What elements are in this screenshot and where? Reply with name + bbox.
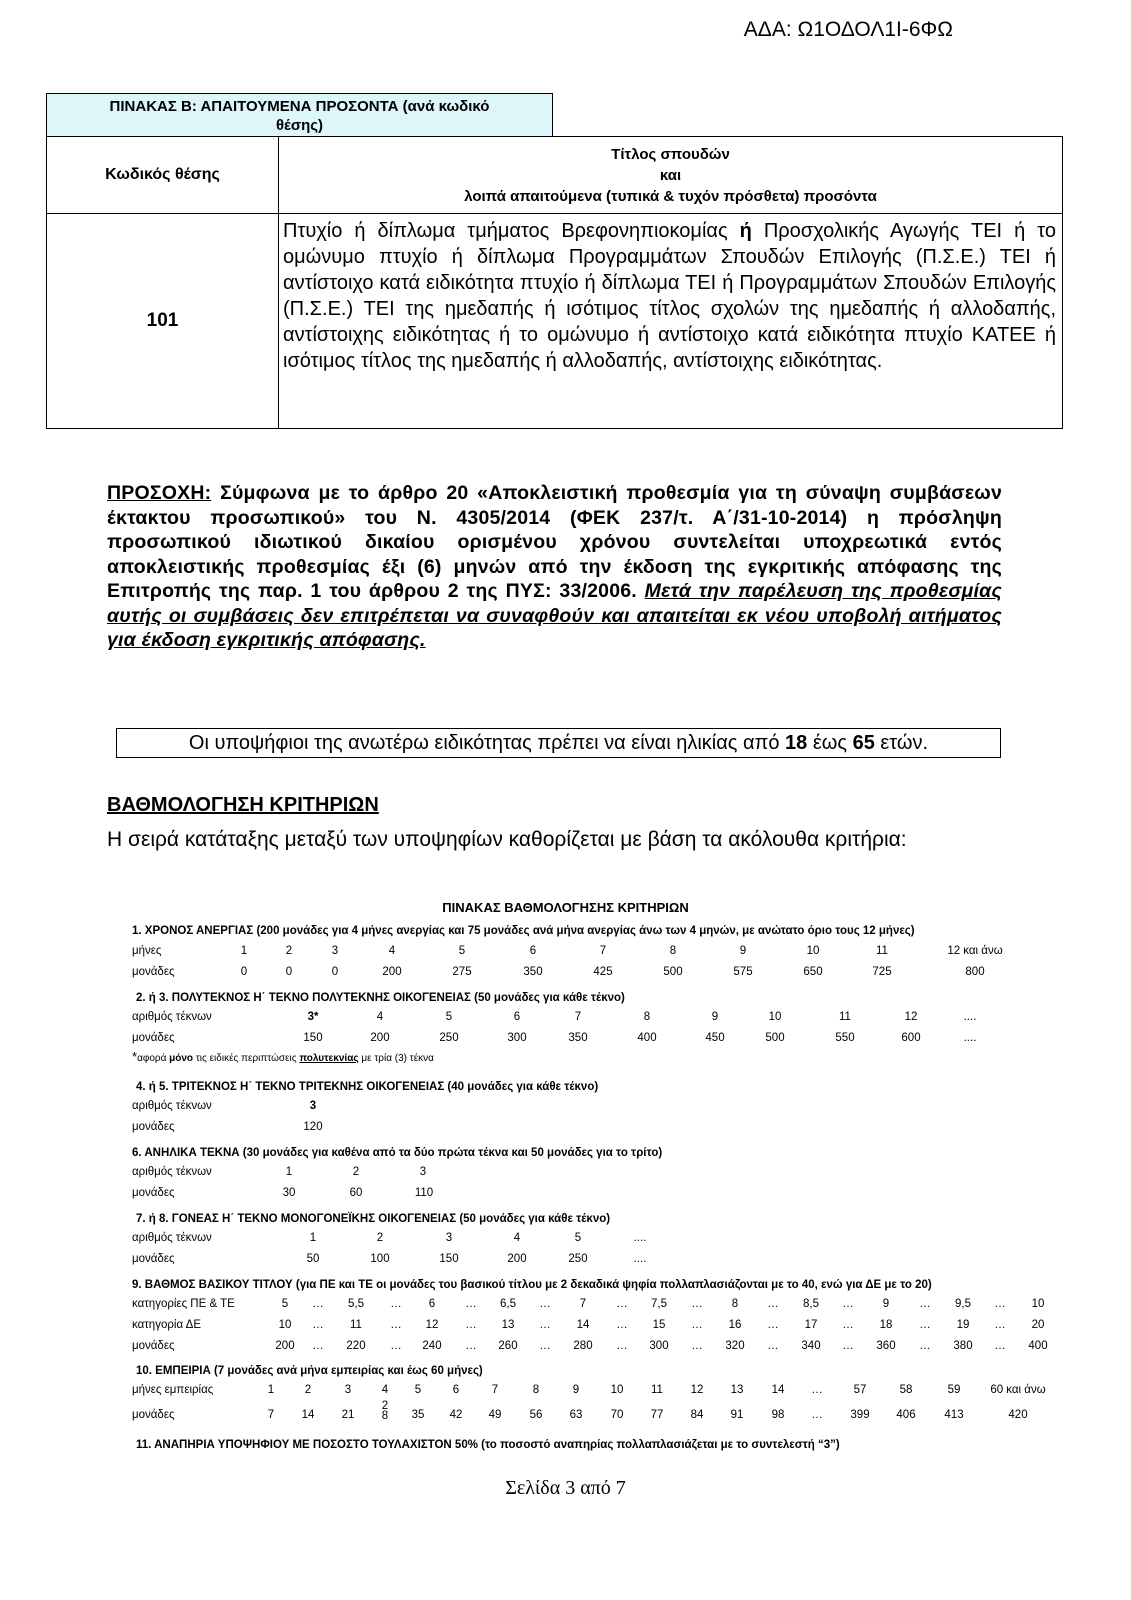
attention-paragraph: [107, 481, 1002, 653]
cell-s7r2-9: 70: [610, 1409, 624, 1421]
cell-s6r3-12: 320: [725, 1340, 745, 1352]
s4-label2: μονάδες: [132, 1187, 175, 1199]
s6-label2: κατηγορία ΔΕ: [132, 1319, 201, 1331]
header-qualifications-line3: λοιπά απαιτούμενα (τυπικά & τυχόν πρόσθετα) προσόντα: [464, 187, 877, 205]
cell-s6r2-2: 11: [350, 1319, 362, 1331]
cell-s6r2-10: 15: [652, 1319, 666, 1331]
cell-s6r1-11: …: [691, 1298, 703, 1310]
s3-label2: μονάδες: [132, 1121, 175, 1133]
cell-s7r1-12: 13: [730, 1384, 744, 1396]
table-row: [47, 214, 1063, 429]
cell-s1r1-1: 2: [285, 945, 293, 957]
s1-label2: μονάδες: [132, 966, 175, 978]
cell-s4r2-2: 110: [414, 1187, 434, 1199]
cell-s7r1-16: 58: [899, 1384, 913, 1396]
cell-s7r2-16: 406: [896, 1409, 916, 1421]
cell-s5r1-5: ....: [633, 1232, 647, 1244]
cell-s1r1-3: 4: [388, 945, 396, 957]
cell-s1r2-11: 800: [965, 966, 985, 978]
cell-s6r1-2: 5,5: [348, 1298, 364, 1310]
cell-s7r1-10: 11: [651, 1384, 663, 1396]
cell-s2r1-1: 4: [376, 1011, 384, 1023]
cell-s6r3-17: …: [919, 1340, 931, 1352]
cell-s7r2-2: 21: [341, 1409, 355, 1421]
cell-s6r1-12: 8: [731, 1298, 739, 1310]
cell-s6r2-0: 10: [278, 1319, 292, 1331]
cell-s1r2-0: 0: [240, 966, 248, 978]
age-requirement-box: [116, 728, 1001, 758]
cell-s7r1-17: 59: [947, 1384, 961, 1396]
cell-s6r2-16: 18: [879, 1319, 893, 1331]
cell-s6r2-9: …: [616, 1319, 628, 1331]
cell-s7r1-9: 10: [610, 1384, 624, 1396]
s2-label2: μονάδες: [132, 1032, 175, 1044]
cell-s1r1-2: 3: [331, 945, 339, 957]
cell-s1r1-11: 12 και άνω: [947, 945, 1003, 957]
cell-s7r2-12: 91: [730, 1409, 744, 1421]
s2-note-b: μόνο: [169, 1053, 194, 1064]
cell-s6r1-15: …: [842, 1298, 854, 1310]
cell-s5r1-1: 2: [376, 1232, 384, 1244]
cell-s7r1-14: …: [811, 1384, 823, 1396]
cell-s7r2-4: 35: [411, 1409, 425, 1421]
cell-s6r2-11: …: [691, 1319, 703, 1331]
cell-s7r2-7: 56: [529, 1409, 543, 1421]
table-b-title-line2: θέσης): [275, 117, 324, 134]
cell-s7r2-6: 49: [488, 1409, 502, 1421]
header-position-code: Κωδικός θέσης: [47, 137, 279, 214]
ada-code: ΑΔΑ: Ω1ΟΔΟΛ1Ι-6ΦΩ: [743, 18, 953, 41]
cell-s2r2-3: 300: [507, 1032, 527, 1044]
table-header-row: [47, 137, 1063, 214]
cell-s2r1-3: 6: [513, 1011, 521, 1023]
requirements-table: [46, 136, 1063, 429]
cell-s6r1-13: …: [767, 1298, 779, 1310]
cell-s7r2-0: 7: [267, 1409, 275, 1421]
cell-s2r1-10: ....: [963, 1011, 977, 1023]
cell-s7r1-5: 6: [452, 1384, 460, 1396]
age-max: 65: [852, 732, 875, 754]
cell-s2r2-6: 450: [705, 1032, 725, 1044]
cell-s5r2-0: 50: [306, 1253, 320, 1265]
cell-s6r3-4: 240: [422, 1340, 442, 1352]
cell-s6r3-2: 220: [346, 1340, 366, 1352]
cell-s6r1-8: 7: [579, 1298, 587, 1310]
cell-s3r1-0: 3: [309, 1100, 317, 1112]
cell-s2r1-0: 3*: [307, 1011, 319, 1023]
desc-part1: Πτυχίο ή δίπλωμα τμήματος Βρεφονηπιοκομίας: [283, 220, 740, 242]
age-min: 18: [785, 732, 808, 754]
s1-label1: μήνες: [132, 945, 162, 957]
cell-s2r1-4: 7: [574, 1011, 582, 1023]
cell-s1r2-3: 200: [382, 966, 402, 978]
cell-s6r2-6: 13: [501, 1319, 515, 1331]
cell-s4r1-2: 3: [419, 1166, 427, 1178]
cell-s6r1-0: 5: [281, 1298, 289, 1310]
cell-s5r2-2: 150: [439, 1253, 459, 1265]
s6-label3: μονάδες: [132, 1340, 175, 1352]
age-text3: ετών.: [874, 732, 929, 754]
cell-s5r1-0: 1: [309, 1232, 317, 1244]
cell-s7r1-2: 3: [344, 1384, 352, 1396]
position-code: 101: [47, 214, 279, 429]
cell-s6r2-19: …: [994, 1319, 1006, 1331]
cell-s6r1-18: 9,5: [955, 1298, 971, 1310]
cell-s6r2-5: …: [465, 1319, 477, 1331]
cell-s1r1-9: 10: [806, 945, 820, 957]
cell-s2r1-8: 11: [839, 1011, 851, 1023]
desc-bold: ή: [739, 220, 752, 242]
cell-s6r3-16: 360: [876, 1340, 896, 1352]
s2-note-star: *: [132, 1049, 138, 1064]
scoring-table-title: ΠΙΝΑΚΑΣ ΒΑΘΜΟΛΟΓΗΣΗΣ ΚΡΙΤΗΡΙΩΝ: [442, 900, 689, 915]
cell-s1r1-7: 8: [669, 945, 677, 957]
cell-s7r2-14: …: [811, 1409, 823, 1421]
qualifications-description: [279, 214, 1063, 429]
cell-s6r2-14: 17: [804, 1319, 818, 1331]
cell-s6r3-14: 340: [801, 1340, 821, 1352]
header-qualifications-line2: και: [659, 166, 682, 184]
cell-s7r1-11: 12: [690, 1384, 704, 1396]
s5-heading: 7. ή 8. ΓΟΝΕΑΣ Η΄ ΤΕΚΝΟ ΜΟΝΟΓΟΝΕΪΚΗΣ ΟΙΚΟΓΕΝΕΙΑΣ (50 μονάδες για κάθε τέκνο): [136, 1213, 611, 1225]
cell-s6r3-7: …: [539, 1340, 551, 1352]
cell-s6r3-15: …: [842, 1340, 854, 1352]
cell-s7r2-18: 420: [1008, 1409, 1028, 1421]
cell-s6r3-5: …: [465, 1340, 477, 1352]
s2-note-c: τις ειδικές περιπτώσεις: [193, 1053, 300, 1064]
cell-s6r2-4: 12: [425, 1319, 439, 1331]
s8-heading: 11. ΑΝΑΠΗΡΙΑ ΥΠΟΨΗΦΙΟΥ ΜΕ ΠΟΣΟΣΤΟ ΤΟΥΛΑΧΙΣΤΟΝ 50% (το ποσοστό αναπηρίας πολλαπλασιάζεται με το συντελεστή “3”): [136, 1439, 840, 1451]
s2-label1: αριθμός τέκνων: [132, 1011, 212, 1023]
s6-label1: κατηγορίες ΠΕ & ΤΕ: [132, 1298, 235, 1310]
cell-s1r2-2: 0: [331, 966, 339, 978]
cell-s7r1-6: 7: [491, 1384, 499, 1396]
cell-s6r2-20: 20: [1031, 1319, 1045, 1331]
cell-s6r3-3: …: [390, 1340, 402, 1352]
s2-note: [132, 1049, 434, 1064]
s5-label2: μονάδες: [132, 1253, 175, 1265]
cell-s6r1-3: …: [390, 1298, 402, 1310]
cell-s1r1-4: 5: [458, 945, 466, 957]
cell-s7r2-11: 84: [690, 1409, 704, 1421]
cell-s7r2-1: 14: [301, 1409, 315, 1421]
cell-s4r2-0: 30: [282, 1187, 296, 1199]
cell-s7r1-1: 2: [304, 1384, 312, 1396]
cell-s6r2-1: …: [312, 1319, 324, 1331]
s3-heading: 4. ή 5. ΤΡΙΤΕΚΝΟΣ Η΄ ΤΕΚΝΟ ΤΡΙΤΕΚΝΗΣ ΟΙΚΟΓΕΝΕΙΑΣ (40 μονάδες για κάθε τέκνο): [136, 1081, 599, 1093]
cell-s2r2-5: 400: [637, 1032, 657, 1044]
cell-s6r1-1: …: [312, 1298, 324, 1310]
cell-s6r3-20: 400: [1028, 1340, 1048, 1352]
cell-s1r2-7: 500: [663, 966, 683, 978]
cell-s7r2-13: 98: [771, 1409, 785, 1421]
cell-s1r2-6: 425: [593, 966, 613, 978]
age-text2: έως: [807, 732, 853, 754]
cell-s1r2-1: 0: [285, 966, 293, 978]
cell-s2r1-5: 8: [643, 1011, 651, 1023]
cell-s7r1-7: 8: [532, 1384, 540, 1396]
cell-s7r1-4: 5: [414, 1384, 422, 1396]
cell-s6r1-19: …: [994, 1298, 1006, 1310]
cell-s1r1-10: 11: [876, 945, 888, 957]
s2-note-a: αφορά: [137, 1053, 170, 1064]
cell-s6r3-8: 280: [573, 1340, 593, 1352]
cell-s6r1-6: 6,5: [500, 1298, 516, 1310]
cell-s6r2-18: 19: [956, 1319, 970, 1331]
cell-s6r3-0: 200: [275, 1340, 295, 1352]
cell-s2r2-10: ....: [963, 1032, 977, 1044]
header-qualifications: [279, 137, 1063, 214]
cell-s5r1-4: 5: [574, 1232, 582, 1244]
cell-s7r1-3: 4: [381, 1384, 389, 1396]
cell-s1r1-8: 9: [739, 945, 747, 957]
cell-s4r1-1: 2: [352, 1166, 360, 1178]
cell-s2r2-0: 150: [303, 1032, 323, 1044]
cell-s2r2-1: 200: [370, 1032, 390, 1044]
cell-s4r2-1: 60: [349, 1187, 363, 1199]
cell-s1r1-6: 7: [599, 945, 607, 957]
cell-s5r2-3: 200: [507, 1253, 527, 1265]
s2-note-e: με τρία (3) τέκνα: [358, 1053, 434, 1064]
header-qualifications-line1: Τίτλος σπουδών: [611, 145, 730, 163]
cell-s1r2-5: 350: [523, 966, 543, 978]
cell-s6r1-9: …: [616, 1298, 628, 1310]
cell-s6r1-4: 6: [428, 1298, 436, 1310]
cell-s6r1-16: 9: [882, 1298, 890, 1310]
cell-s2r2-7: 500: [765, 1032, 785, 1044]
cell-s1r1-5: 6: [529, 945, 537, 957]
s2-heading: 2. ή 3. ΠΟΛΥΤΕΚΝΟΣ Η΄ ΤΕΚΝΟ ΠΟΛΥΤΕΚΝΗΣ ΟΙΚΟΓΕΝΕΙΑΣ (50 μονάδες για κάθε τέκνο): [136, 992, 625, 1004]
s7-label1: μήνες εμπειρίας: [132, 1384, 214, 1396]
s3-label1: αριθμός τέκνων: [132, 1100, 212, 1112]
cell-s6r3-13: …: [767, 1340, 779, 1352]
cell-s5r1-3: 4: [513, 1232, 521, 1244]
cell-s7r2-8: 63: [569, 1409, 583, 1421]
cell-s6r3-11: …: [691, 1340, 703, 1352]
cell-s7r1-15: 57: [853, 1384, 867, 1396]
s2-note-d: πολυτεκνίας: [299, 1053, 359, 1064]
cell-s6r2-7: …: [539, 1319, 551, 1331]
cell-s1r2-10: 725: [872, 966, 892, 978]
cell-s6r1-20: 10: [1031, 1298, 1045, 1310]
cell-s4r1-0: 1: [285, 1166, 293, 1178]
cell-s2r1-2: 5: [445, 1011, 453, 1023]
cell-s6r2-15: …: [842, 1319, 854, 1331]
criteria-title: ΒΑΘΜΟΛΟΓΗΣΗ ΚΡΙΤΗΡΙΩΝ: [107, 794, 379, 816]
cell-s6r3-6: 260: [498, 1340, 518, 1352]
cell-s1r2-8: 575: [733, 966, 753, 978]
cell-s7r1-18: 60 και άνω: [990, 1384, 1046, 1396]
cell-s6r1-5: …: [465, 1298, 477, 1310]
attention-text: Σύμφωνα με το άρθρο 20 «Αποκλειστική προθεσμία για τη σύναψη συμβάσεων έκτακτου προσωπικού» του Ν. 4305/2014 (ΦΕΚ 237/τ. Α΄/31-10-2014) η πρόσληψη προσωπικού ιδιωτικού δικαίου ορισμένου χρόνου συντελείται υποχρεωτικά εντός αποκλειστικής προθεσμίας έξι (6) μηνών από την έκδοση της εγκριτικής απόφασης της Επιτροπής της παρ. 1 του άρθρου 2 της ΠΥΣ: 33/2006.: [107, 482, 1002, 602]
cell-s7r1-8: 9: [572, 1384, 580, 1396]
attention-label: ΠΡΟΣΟΧΗ:: [107, 482, 212, 504]
cell-s7r2-5: 42: [449, 1409, 463, 1421]
cell-s6r3-1: …: [312, 1340, 324, 1352]
cell-s1r2-4: 275: [452, 966, 472, 978]
s7-label2: μονάδες: [132, 1409, 175, 1421]
cell-s6r3-9: …: [616, 1340, 628, 1352]
cell-s2r1-6: 9: [711, 1011, 719, 1023]
cell-s3r2-0: 120: [303, 1121, 323, 1133]
cell-s5r2-1: 100: [370, 1253, 390, 1265]
cell-s5r1-2: 3: [445, 1232, 453, 1244]
cell-s6r1-17: …: [919, 1298, 931, 1310]
cell-s6r1-14: 8,5: [803, 1298, 819, 1310]
cell-s6r2-13: …: [767, 1319, 779, 1331]
cell-s7r1-0: 1: [267, 1384, 275, 1396]
s5-label1: αριθμός τέκνων: [132, 1232, 212, 1244]
cell-s7r1-13: 14: [771, 1384, 785, 1396]
cell-s1r1-0: 1: [240, 945, 248, 957]
cell-s2r2-9: 600: [901, 1032, 921, 1044]
s7-heading: 10. ΕΜΠΕΙΡΙΑ (7 μονάδες ανά μήνα εμπειρίας και έως 60 μήνες): [136, 1365, 483, 1377]
cell-s2r2-4: 350: [568, 1032, 588, 1044]
cell-s2r2-8: 550: [835, 1032, 855, 1044]
attention-italic: Μετά την παρέλευση της προθεσμίας αυτής οι συμβάσεις δεν επιτρέπεται να συναφθούν και απαιτείται εκ νέου υποβολή αιτήματος για έκδοση εγκριτικής απόφασης.: [107, 580, 1002, 651]
cell-s7r2-17: 413: [944, 1409, 964, 1421]
criteria-subtitle: Η σειρά κατάταξης μεταξύ των υποψηφίων καθορίζεται με βάση τα ακόλουθα κριτήρια:: [107, 828, 907, 851]
cell-s6r2-3: …: [390, 1319, 402, 1331]
s1-heading: 1. ΧΡΟΝΟΣ ΑΝΕΡΓΙΑΣ (200 μονάδες για 4 μήνες ανεργίας και 75 μονάδες ανά μήνα ανεργίας άνω των 4 μηνών, με ανώτατο όριο τους 12 μήνες): [132, 925, 915, 937]
cell-s1r2-9: 650: [803, 966, 823, 978]
cell-s6r1-7: …: [539, 1298, 551, 1310]
age-text1: Οι υποψήφιοι της ανωτέρω ειδικότητας πρέπει να είναι ηλικίας από: [188, 732, 786, 754]
cell-s7r2-15: 399: [850, 1409, 870, 1421]
cell-s7r2-3: 2 8: [381, 1400, 389, 1422]
s4-label1: αριθμός τέκνων: [132, 1166, 212, 1178]
table-b-title-line1: ΠΙΝΑΚΑΣ Β: ΑΠΑΙΤΟΥΜΕΝΑ ΠΡΟΣΟΝΤΑ (ανά κωδικό: [109, 98, 490, 115]
cell-s2r1-9: 12: [904, 1011, 918, 1023]
cell-s6r2-12: 16: [728, 1319, 742, 1331]
cell-s6r3-19: …: [994, 1340, 1006, 1352]
cell-s2r2-2: 250: [439, 1032, 459, 1044]
cell-s2r1-7: 10: [768, 1011, 782, 1023]
table-b-title: [46, 93, 553, 136]
cell-s6r3-18: 380: [953, 1340, 973, 1352]
s6-heading: 9. ΒΑΘΜΟΣ ΒΑΣΙΚΟΥ ΤΙΤΛΟΥ (για ΠΕ και ΤΕ οι μονάδες του βασικού τίτλου με 2 δεκαδικά ψηφία πολλαπλασιάζονται με το 40, ενώ για ΔΕ με το 20): [132, 1279, 932, 1291]
cell-s6r2-17: …: [919, 1319, 931, 1331]
s4-heading: 6. ΑΝΗΛΙΚΑ ΤΕΚΝΑ (30 μονάδες για καθένα από τα δύο πρώτα τέκνα και 50 μονάδες για το τρίτο): [132, 1147, 663, 1159]
cell-s7r2-10: 77: [650, 1409, 664, 1421]
cell-s6r1-10: 7,5: [651, 1298, 667, 1310]
cell-s5r2-5: ....: [633, 1253, 647, 1265]
cell-s6r2-8: 14: [576, 1319, 590, 1331]
desc-part2: Προσχολικής Αγωγής ΤΕΙ ή το ομώνυμο πτυχίο ή δίπλωμα Προγραμμάτων Σπουδών Επιλογής (Π.Σ.Ε.) ΤΕΙ ή αντίστοιχο κατά ειδικότητα πτυχίο ή δίπλωμα ΤΕΙ ή Προγραμμάτων Σπουδών Επιλογής (Π.Σ.Ε.) ΤΕΙ της ημεδαπής ή ισότιμος τίτλος σχολών της ημεδαπής ή αλλοδαπής, αντίστοιχης ειδικότητας ή το ομώνυμο ή αντίστοιχο κατά ειδικότητα πτυχίο ΚΑΤΕΕ ή ισότιμος τίτλος της ημεδαπής ή αλλοδαπής, αντίστοιχης ειδικότητας.: [283, 220, 1056, 372]
page-footer: Σελίδα 3 από 7: [505, 1477, 626, 1499]
cell-s5r2-4: 250: [568, 1253, 588, 1265]
cell-s6r3-10: 300: [649, 1340, 669, 1352]
